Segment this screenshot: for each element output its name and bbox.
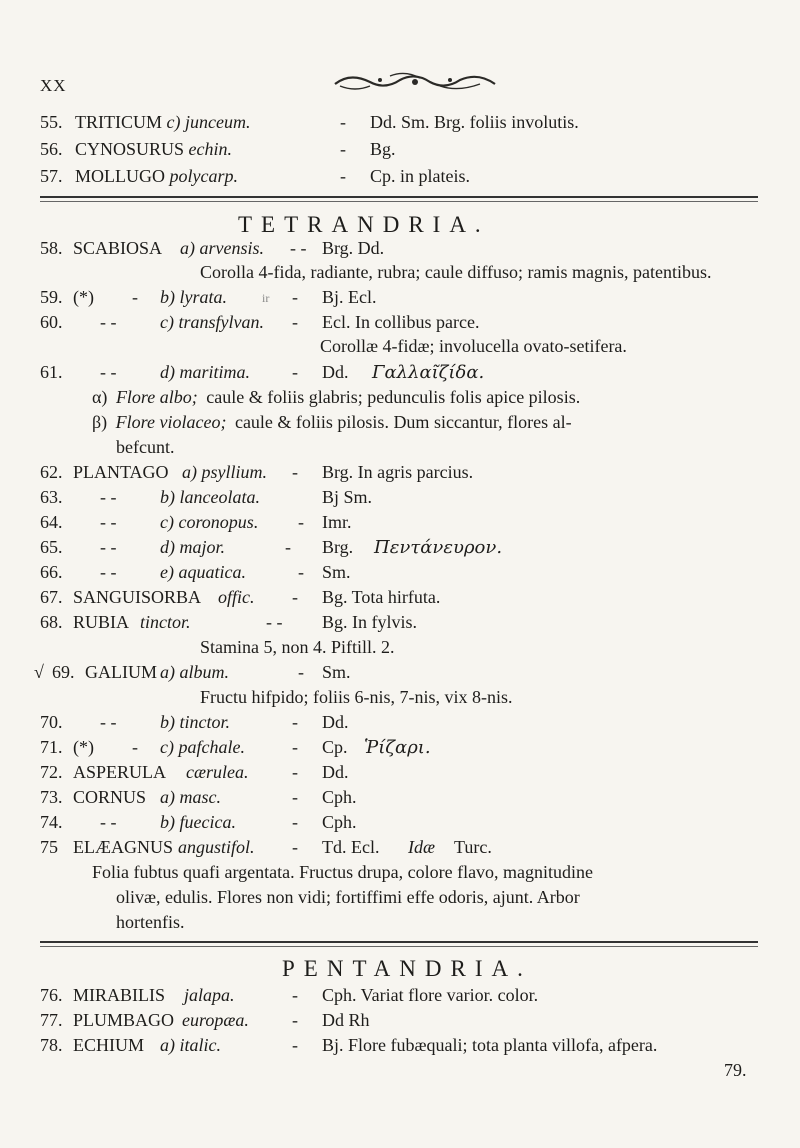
ditto-dashes: - - <box>100 312 117 332</box>
locality-note: Brg. <box>322 537 354 557</box>
section-rule <box>40 941 758 947</box>
species-name: jalapa. <box>184 985 235 1005</box>
locality-note: Bj. Ecl. <box>322 287 377 307</box>
entry-number: 56. <box>40 139 63 159</box>
ditto-dashes: - - <box>100 812 117 832</box>
genus-name: TRITICUM <box>75 112 162 132</box>
section-heading-pentandria: PENTANDRIA. <box>282 956 532 981</box>
entry-number: 73. <box>40 787 63 807</box>
entry-number: 58. <box>40 238 63 258</box>
locality-note: Dd. <box>322 762 349 782</box>
genus-name: CORNUS <box>73 787 147 807</box>
entry-number: 63. <box>40 487 63 507</box>
entry-number: 67. <box>40 587 63 607</box>
dash-separator: - <box>292 762 298 782</box>
dash-separator: - <box>292 1035 298 1055</box>
genus-name: SCABIOSA <box>73 238 163 258</box>
species-name: d) major. <box>160 537 226 557</box>
dash-separator: - <box>340 112 346 132</box>
genus-name: MIRABILIS <box>73 985 166 1005</box>
entry-number: 69. <box>52 662 75 682</box>
locality-note: Cp. in plateis. <box>370 166 470 186</box>
locality-note: Turc. <box>454 837 492 857</box>
naturalized-mark: (*) <box>73 737 94 757</box>
locality-note: Bg. <box>370 139 396 159</box>
locality-note: Bj. Flore fubæquali; tota planta villofa, afpera. <box>322 1035 658 1055</box>
genus-name: CYNOSURUS <box>75 139 185 159</box>
page-folio: XX <box>40 76 67 95</box>
species-name: b) fuecica. <box>160 812 236 832</box>
entry-number: 75 <box>40 837 58 857</box>
dash-separator: - <box>285 537 291 557</box>
description-note: Fructu hifpido; foliis 6-nis, 7-nis, vix 8-nis. <box>200 687 513 707</box>
check-mark-icon: √ <box>34 662 44 682</box>
species-name: a) italic. <box>160 1035 221 1055</box>
dash-separator: - <box>298 562 304 582</box>
entry-number: 68. <box>40 612 63 632</box>
variety-mark: α) <box>92 387 108 407</box>
ditto-dashes: - - <box>100 362 117 382</box>
list-item-56 <box>40 139 232 160</box>
entry-number: 72. <box>40 762 63 782</box>
dash-separator: - <box>292 985 298 1005</box>
species-name: c) coronopus. <box>160 512 259 532</box>
locality-note-italic: Idæ <box>408 837 435 857</box>
genus-name: ECHIUM <box>73 1035 144 1055</box>
entry-number: 57. <box>40 166 63 186</box>
genus-name: ASPERULA <box>73 762 167 782</box>
species-name: europæa. <box>182 1010 249 1030</box>
species-name: e) aquatica. <box>160 562 246 582</box>
entry-number: 60. <box>40 312 63 332</box>
locality-note: Bg. Tota hirfuta. <box>322 587 441 607</box>
variety-mark: β) <box>92 412 108 432</box>
entry-number: 66. <box>40 562 63 582</box>
locality-note: Dd. <box>322 712 349 732</box>
dash-separator: - <box>132 737 138 757</box>
greek-vernacular: Γαλλαῖζίδα. <box>372 362 485 383</box>
ditto-dashes: - - <box>100 512 117 532</box>
entry-number: 59. <box>40 287 63 307</box>
species-name: c) junceum. <box>166 112 251 132</box>
marginal-mark: ir <box>262 291 270 305</box>
entry-number: 70. <box>40 712 63 732</box>
locality-note: Dd. <box>322 362 349 382</box>
locality-note: Ecl. In collibus parce. <box>322 312 480 332</box>
description-note: Stamina 5, non 4. Piftill. 2. <box>200 637 395 657</box>
species-name: d) maritima. <box>160 362 250 382</box>
dash-separator: - <box>292 812 298 832</box>
dash-separator: - <box>292 787 298 807</box>
printer-ornament-icon <box>330 70 500 94</box>
locality-note: Imr. <box>322 512 352 532</box>
species-name: a) psyllium. <box>182 462 267 482</box>
species-name: a) arvensis. <box>180 238 264 258</box>
genus-name: MOLLUGO <box>75 166 165 186</box>
list-item-57 <box>40 166 238 187</box>
genus-name: PLUMBAGO <box>73 1010 175 1030</box>
entry-number: 76. <box>40 985 63 1005</box>
section-heading-tetrandria: TETRANDRIA. <box>238 212 490 237</box>
entry-number: 61. <box>40 362 63 382</box>
entry-number: 71. <box>40 737 63 757</box>
species-name: a) album. <box>160 662 229 682</box>
greek-vernacular: Ῥίζαρι. <box>364 737 431 758</box>
description-note: Corollæ 4-fidæ; involucella ovato-setifera. <box>320 336 627 356</box>
dash-separator: - <box>292 462 298 482</box>
dash-separator: - <box>292 837 298 857</box>
locality-note: Bj Sm. <box>322 487 373 507</box>
genus-name: SANGUISORBA <box>73 587 202 607</box>
dash-separator: - <box>292 587 298 607</box>
locality-note: Brg. Dd. <box>322 238 385 258</box>
variety-continuation: befcunt. <box>116 437 175 457</box>
variety-label: Flore albo; <box>115 387 198 407</box>
species-name: offic. <box>218 587 255 607</box>
locality-note: Cp. <box>322 737 348 757</box>
dash-separator: - <box>292 737 298 757</box>
genus-name: GALIUM <box>85 662 157 682</box>
genus-name: PLANTAGO <box>73 462 169 482</box>
locality-note: Dd Rh <box>322 1010 370 1030</box>
species-name: polycarp. <box>169 166 238 186</box>
dash-separator: - <box>292 362 298 382</box>
naturalized-mark: (*) <box>73 287 94 307</box>
ditto-dashes: - - <box>100 562 117 582</box>
species-name: c) transfylvan. <box>160 312 264 332</box>
locality-note: Dd. Sm. Brg. foliis involutis. <box>370 112 579 132</box>
species-name: echin. <box>188 139 233 159</box>
variety-description: caule & foliis pilosis. Dum siccantur, flores al- <box>234 412 572 432</box>
species-name: a) masc. <box>160 787 221 807</box>
species-name: b) lyrata. <box>160 287 227 307</box>
species-name: c) pafchale. <box>160 737 245 757</box>
variety-description: caule & foliis glabris; pedunculis folis apice pilosis. <box>206 387 581 407</box>
locality-note: Bg. In fylvis. <box>322 612 418 632</box>
dash-separator: - - <box>266 612 283 632</box>
list-item-55 <box>40 112 250 133</box>
species-name: tinctor. <box>140 612 191 632</box>
variety-label: Flore violaceo; <box>115 412 227 432</box>
locality-note: Cph. <box>322 787 357 807</box>
dash-separator: - <box>298 662 304 682</box>
dash-separator: - <box>292 312 298 332</box>
dash-separator: - <box>340 139 346 159</box>
dash-separator: - <box>292 1010 298 1030</box>
locality-note: Td. Ecl. <box>322 837 380 857</box>
dash-separator: - <box>340 166 346 186</box>
entry-number: 78. <box>40 1035 63 1055</box>
dash-separator: - <box>132 287 138 307</box>
locality-note: Sm. <box>322 562 351 582</box>
species-name: b) tinctor. <box>160 712 230 732</box>
species-name: b) lanceolata. <box>160 487 260 507</box>
description-note: Corolla 4-fida, radiante, rubra; caule diffuso; ramis magnis, patentibus. <box>200 262 712 282</box>
variety-beta <box>92 412 572 433</box>
entry-number: 65. <box>40 537 63 557</box>
dash-separator: - <box>298 512 304 532</box>
species-name: angustifol. <box>178 837 255 857</box>
genus-name: ELÆAGNUS <box>73 837 174 857</box>
genus-name: RUBIA <box>73 612 130 632</box>
species-name: cærulea. <box>186 762 249 782</box>
entry-number: 62. <box>40 462 63 482</box>
dash-separator: - <box>292 712 298 732</box>
dash-separator: - - <box>290 238 307 258</box>
description-note: hortenfis. <box>116 912 185 932</box>
entry-number: 55. <box>40 112 63 132</box>
section-rule <box>40 196 758 202</box>
catchword: 79. <box>724 1060 747 1080</box>
dash-separator: - <box>292 287 298 307</box>
entry-number: 74. <box>40 812 63 832</box>
greek-vernacular: Πεντάνευρον. <box>374 537 503 558</box>
locality-note: Brg. In agris parcius. <box>322 462 474 482</box>
locality-note: Cph. Variat flore varior. color. <box>322 985 539 1005</box>
ditto-dashes: - - <box>100 712 117 732</box>
variety-alpha <box>92 387 580 408</box>
entry-number: 64. <box>40 512 63 532</box>
ditto-dashes: - - <box>100 537 117 557</box>
locality-note: Cph. <box>322 812 357 832</box>
ditto-dashes: - - <box>100 487 117 507</box>
entry-number: 77. <box>40 1010 63 1030</box>
description-note: Folia fubtus quafi argentata. Fructus drupa, colore flavo, magnitudine <box>92 862 594 882</box>
description-note: olivæ, edulis. Flores non vidi; fortiffimi effe odoris, ajunt. Arbor <box>116 887 580 907</box>
locality-note: Sm. <box>322 662 351 682</box>
